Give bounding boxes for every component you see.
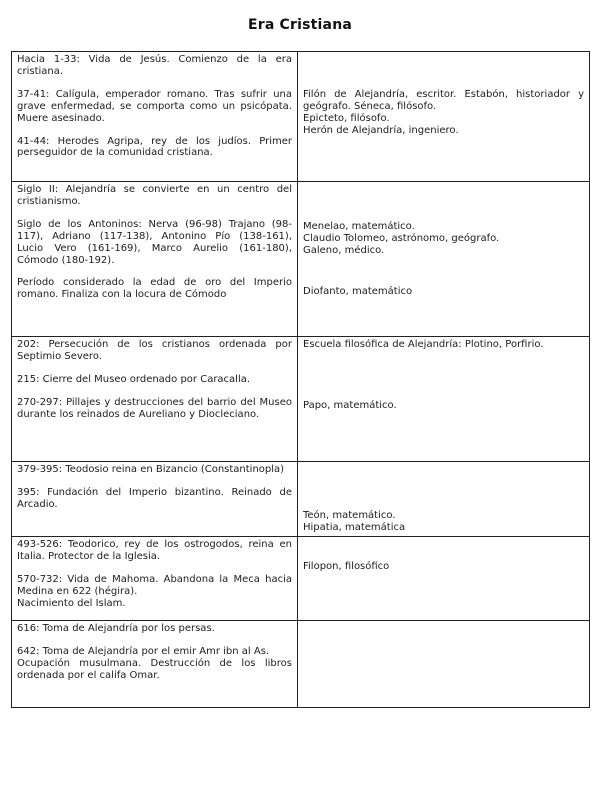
figure-text: Claudio Tolomeo, astrónomo, geógrafo. (303, 232, 500, 244)
event-text: 202: Persecución de los cristianos ordenada por Septimio Severo. (17, 339, 292, 362)
figures-cell (298, 621, 590, 708)
figure-text: Escuela filosófica de Alejandría: Plotino, Porfirio. (303, 339, 544, 350)
event-text: 215: Cierre del Museo ordenado por Caracalla. (17, 373, 251, 385)
table-row (12, 52, 590, 182)
events-cell (12, 182, 298, 337)
event-text: Siglo de los Antoninos: Nerva (96-98) Trajano (98-117), Adriano (117-138), Antonino Pío (138-161), Lucio Vero (161-169), Marco Aurelio (161-180), Cómodo (180-192). (17, 218, 292, 266)
event-text: 379-395: Teodosio reina en Bizancio (Constantinopla) (17, 464, 285, 475)
table-row (12, 537, 590, 621)
event-text: 37-41: Calígula, emperador romano. Tras sufrir una grave enfermedad, se comporta como un psicópata. Muere asesinado. (17, 88, 292, 124)
figure-text: Papo, matemático. (303, 399, 397, 411)
events-cell (12, 462, 298, 537)
event-text: Ocupación musulmana. Destrucción de los libros ordenada por el califa Omar. (17, 657, 292, 681)
figures-cell (298, 52, 590, 182)
figure-text: Galeno, médico. (303, 244, 385, 256)
figure-text: Epicteto, filósofo. (303, 112, 390, 124)
event-text: 41-44: Herodes Agripa, rey de los judíos. Primer perseguidor de la comunidad cristiana. (17, 135, 292, 159)
event-text: 570-732: Vida de Mahoma. Abandona la Meca hacia Medina en 622 (hégira). (17, 573, 292, 597)
event-text: 395: Fundación del Imperio bizantino. Reinado de Arcadio. (17, 486, 292, 510)
event-text: Nacimiento del Islam. (17, 597, 126, 609)
events-cell (12, 337, 298, 462)
event-text: Período considerado la edad de oro del Imperio romano. Finaliza con la locura de Cómodo (17, 277, 292, 301)
event-text: Hacia 1-33: Vida de Jesús. Comienzo de la era cristiana. (17, 54, 292, 77)
figure-text: Herón de Alejandría, ingeniero. (303, 124, 459, 136)
figures-cell (298, 182, 590, 337)
table-row (12, 182, 590, 337)
event-text: 270-297: Pillajes y destrucciones del barrio del Museo durante los reinados de Aureliano y Diocleciano. (17, 396, 292, 420)
page-title: Era Cristiana (247, 17, 353, 33)
table-row (12, 621, 590, 708)
figures-cell (298, 462, 590, 537)
events-cell (12, 52, 298, 182)
table-row (12, 337, 590, 462)
event-text: 616: Toma de Alejandría por los persas. (17, 623, 215, 634)
figure-text: Hipatia, matemática (303, 521, 406, 533)
events-cell (12, 621, 298, 708)
event-text: 642: Toma de Alejandría por el emir Amr ibn al As. (17, 645, 270, 657)
figure-text: Diofanto, matemático (303, 285, 413, 297)
events-cell (12, 537, 298, 621)
figure-text: Teón, matemático. (303, 510, 396, 521)
figure-text: Menelao, matemático. (303, 221, 415, 232)
figure-text: Filón de Alejandría, escritor. Estabón, historiador y geógrafo. Séneca, filósofo. (303, 89, 584, 112)
figure-text: Filopon, filosófico (303, 561, 390, 572)
figures-cell (298, 537, 590, 621)
event-text: Siglo II: Alejandría se convierte en un centro del cristianismo. (17, 184, 292, 207)
event-text: 493-526: Teodorico, rey de los ostrogodos, reina en Italia. Protector de la Iglesia. (17, 539, 292, 562)
timeline-table (11, 51, 590, 708)
table-row (12, 462, 590, 537)
figures-cell (298, 337, 590, 462)
